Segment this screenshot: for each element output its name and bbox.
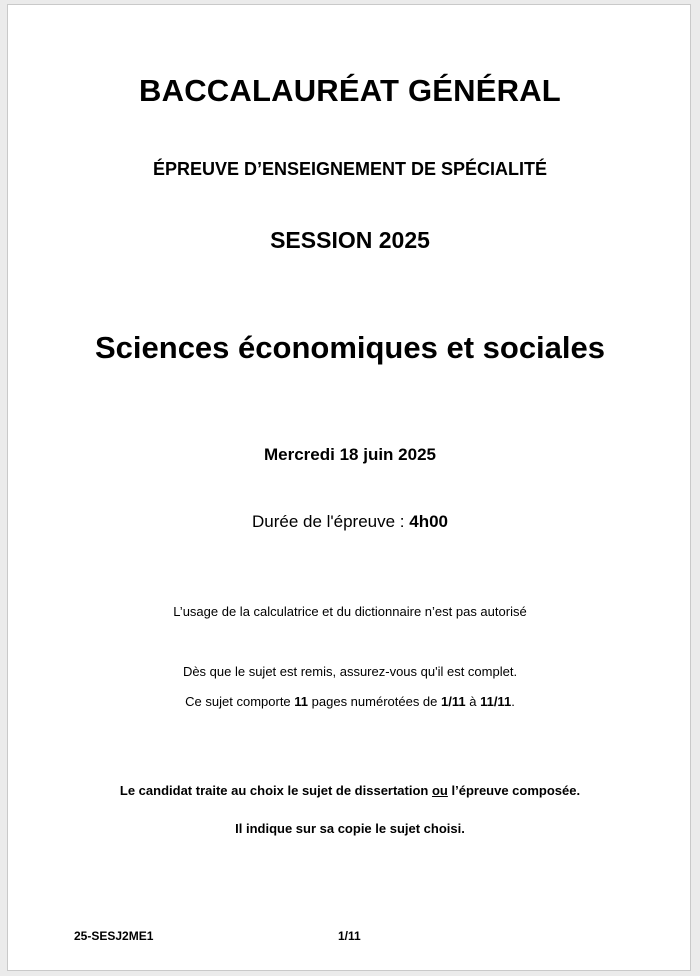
exam-duration	[8, 512, 692, 532]
footer-code: 25-SESJ2ME1	[74, 929, 154, 943]
exam-date: Mercredi 18 juin 2025	[264, 445, 436, 464]
choice-after: l’épreuve composée.	[447, 783, 581, 798]
choice-or: ou	[431, 783, 448, 798]
duration-value: 4h00	[409, 512, 449, 531]
pages-to: à	[465, 694, 481, 709]
completeness-notice: Dès que le sujet est remis, assurez-vous qu'il est complet.	[182, 664, 518, 679]
page-count-notice	[8, 694, 692, 709]
choice-instruction	[8, 783, 692, 798]
exam-session: SESSION 2025	[270, 227, 430, 253]
pages-last: 11/11	[480, 694, 512, 709]
exam-subject: Sciences économiques et sociales	[94, 330, 606, 365]
exam-subtitle: ÉPREUVE D’ENSEIGNEMENT DE SPÉCIALITÉ	[152, 159, 548, 179]
footer-page-number: 1/11	[338, 929, 361, 943]
choice-before: Le candidat traite au choix le sujet de dissertation	[119, 783, 432, 798]
pages-end: .	[511, 694, 515, 709]
pages-first: 1/11	[441, 694, 466, 709]
pages-prefix: Ce sujet comporte	[185, 694, 295, 709]
indicate-instruction: Il indique sur sa copie le sujet choisi.	[235, 821, 465, 836]
exam-cover-page	[7, 4, 691, 971]
pages-middle: pages numérotées de	[308, 694, 442, 709]
pages-count: 11	[294, 694, 309, 709]
calculator-notice: L’usage de la calculatrice et du dictionnaire n’est pas autorisé	[173, 604, 527, 619]
duration-label: Durée de l'épreuve :	[251, 512, 410, 531]
exam-title: BACCALAURÉAT GÉNÉRAL	[139, 73, 561, 108]
